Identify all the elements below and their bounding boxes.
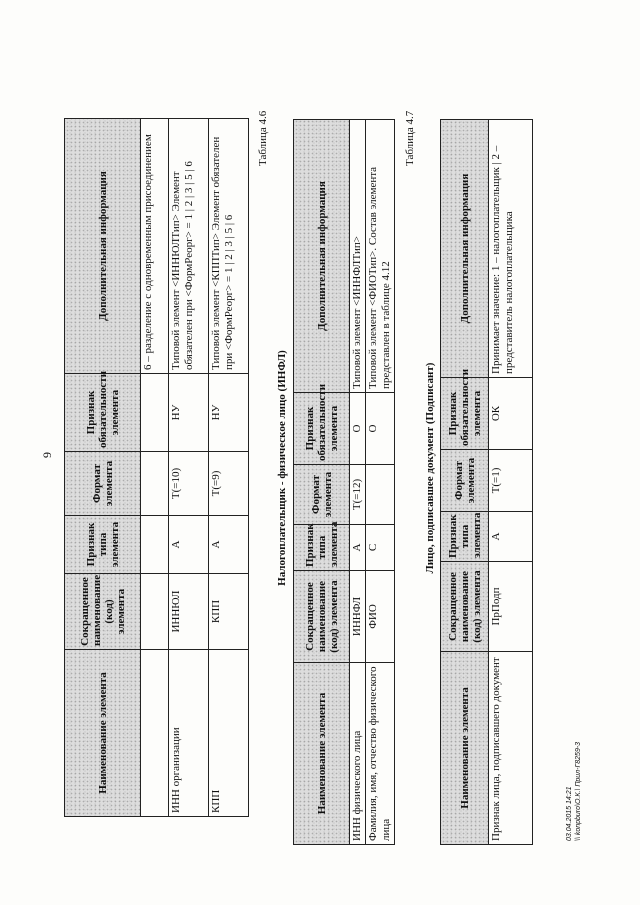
col-header-required: Признак обязательности элемента <box>294 393 350 465</box>
cell-type: А <box>169 516 209 574</box>
table-4-6-caption: Таблица 4.6 <box>257 110 269 166</box>
cell-code: ИННФЛ <box>350 571 366 663</box>
table-row <box>366 120 395 845</box>
cell-required: О <box>366 393 395 465</box>
table-4-7 <box>440 119 533 845</box>
cell-name <box>141 650 169 817</box>
cell-format: T(=12) <box>350 465 366 525</box>
cell-code <box>141 574 169 650</box>
cell-name: ИНН физического лица <box>350 663 366 845</box>
cell-code: ПрПодп <box>489 562 533 652</box>
col-header-info: Дополнительная информация <box>294 120 350 393</box>
table-4-7-caption: Таблица 4.7 <box>404 110 416 166</box>
cell-required: НУ <box>169 374 209 452</box>
cell-code: ФИО <box>366 571 395 663</box>
cell-info: Типовой элемент <ИННЮЛТип> Элемент обязателен при <ФормРеорг> = 1 | 2 | 3 | 5 | 6 <box>169 119 209 374</box>
col-header-type: Признак типа элемента <box>441 512 489 562</box>
cell-required <box>141 374 169 452</box>
print-file-path: \\ konpburo\О.К.\ Прил-Г8259-3 <box>575 741 582 841</box>
table-row <box>169 119 209 817</box>
col-header-required: Признак обязательности элемента <box>441 378 489 450</box>
col-header-type: Признак типа элемента <box>294 525 350 571</box>
cell-info: Типовой элемент <ФИОТип>. Состав элемента представлен в таблице 4.12 <box>366 120 395 393</box>
cell-format <box>366 465 395 525</box>
page-number: 9 <box>40 452 54 458</box>
table-row <box>141 119 169 817</box>
table-row <box>489 120 533 845</box>
col-header-name: Наименование элемента <box>294 663 350 845</box>
cell-name: ИНН организации <box>169 650 209 817</box>
col-header-type: Признак типа элемента <box>65 516 141 574</box>
col-header-format: Формат элемента <box>441 450 489 512</box>
table-continuation <box>64 118 249 817</box>
col-header-code: Сокращенное наименование (код) элемента <box>441 562 489 652</box>
cell-info: 6 – разделение с одновременным присоединением <box>141 119 169 374</box>
table-4-7-title: Лицо, подписавшее документ (Подписант) <box>424 362 436 574</box>
cell-code: ИННЮЛ <box>169 574 209 650</box>
table-header-row <box>65 119 141 817</box>
col-header-info: Дополнительная информация <box>441 120 489 378</box>
cell-name: Фамилия, имя, отчество физического лица <box>366 663 395 845</box>
table-4-6 <box>293 119 395 845</box>
cell-type <box>141 516 169 574</box>
table-row <box>209 119 249 817</box>
cell-info: Типовой элемент <ИННФЛТип> <box>350 120 366 393</box>
cell-name: Признак лица, подписавшего документ <box>489 652 533 845</box>
table-header-row <box>441 120 489 845</box>
cell-type: А <box>209 516 249 574</box>
col-header-format: Формат элемента <box>294 465 350 525</box>
cell-type: А <box>350 525 366 571</box>
col-header-format: Формат элемента <box>65 452 141 516</box>
cell-code: КПП <box>209 574 249 650</box>
table-header-row <box>294 120 350 845</box>
cell-format: T(=1) <box>489 450 533 512</box>
cell-required: ОК <box>489 378 533 450</box>
table-row <box>350 120 366 845</box>
cell-type: А <box>489 512 533 562</box>
cell-format <box>141 452 169 516</box>
col-header-name: Наименование элемента <box>65 650 141 817</box>
cell-required: НУ <box>209 374 249 452</box>
col-header-required: Признак обязательности элемента <box>65 374 141 452</box>
col-header-name: Наименование элемента <box>441 652 489 845</box>
cell-format: T(=10) <box>169 452 209 516</box>
cell-format: T(=9) <box>209 452 249 516</box>
cell-info: Принимает значение: 1 – налогоплательщик | 2 – представитель налогоплательщика <box>489 120 533 378</box>
cell-type: С <box>366 525 395 571</box>
table-4-6-title: Налогоплательщик - физическое лицо (ИНФЛ) <box>276 350 288 586</box>
col-header-info: Дополнительная информация <box>65 119 141 374</box>
print-timestamp: 03.04.2015 14:21 <box>566 786 573 841</box>
cell-name: КПП <box>209 650 249 817</box>
col-header-code: Сокращенное наименование (код) элемента <box>294 571 350 663</box>
cell-info: Типовой элемент <КППТип> Элемент обязателен при <ФормРеорг> = 1 | 2 | 3 | 5 | 6 <box>209 119 249 374</box>
cell-required: О <box>350 393 366 465</box>
col-header-code: Сокращенное наименование (код) элемента <box>65 574 141 650</box>
